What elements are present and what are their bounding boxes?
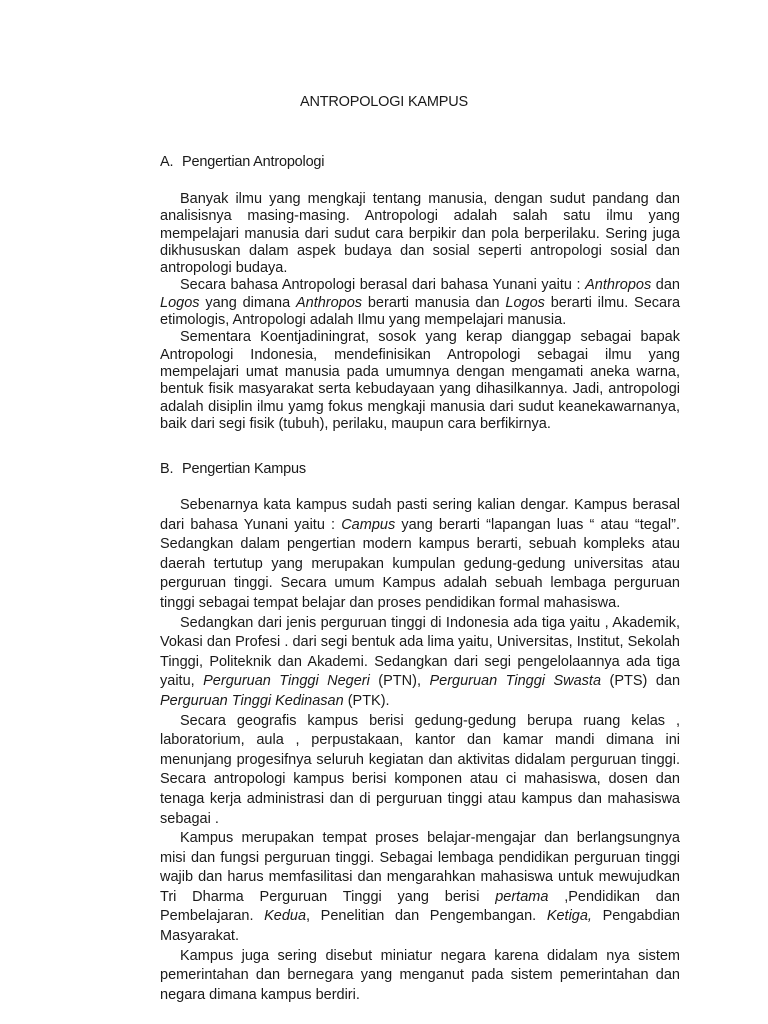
section-b-letter: B.	[160, 461, 174, 477]
italic-text-run: Perguruan Tinggi Kedinasan	[160, 692, 344, 709]
text-run: yang dimana	[199, 294, 296, 311]
italic-text-run: Campus	[341, 516, 396, 533]
paragraph	[160, 947, 680, 1006]
text-run: Banyak ilmu yang mengkaji tentang manusia, dengan sudut pandang dan analisisnya masing-masing. Antropologi adalah salah satu ilmu yang mempelajari manusia dari sudut cara berpikir dan pola berperilaku. Sering juga dikhususkan dalam aspek budaya dan sosial seperti antropologi sosial dan antropologi budaya.	[160, 191, 680, 277]
italic-text-run: Anthropos	[585, 277, 652, 294]
text-run: (PTK).	[343, 692, 390, 709]
italic-text-run: pertama	[495, 888, 549, 905]
paragraph	[160, 712, 680, 830]
text-run: (PTN),	[369, 673, 430, 690]
paragraph	[160, 829, 680, 947]
text-run: berarti manusia dan	[362, 294, 506, 311]
text-run: yang berarti “lapangan luas “ atau “tegal”. Sedangkan dalam pengertian modern kampus berarti, sebuah kompleks atau daerah tertutup yang merupakan kumpulan gedung-gedung universitas atau perguruan tinggi. Secara umum Kampus adalah sebuah lembaga perguruan tinggi sebagai tempat belajar dan proses pendidikan formal mahasiswa.	[160, 516, 680, 611]
paragraph	[160, 496, 680, 614]
italic-text-run: Logos	[505, 294, 545, 311]
text-run: ,Pendidikan dan Pembelajaran.	[160, 888, 680, 925]
paragraph	[160, 329, 680, 433]
italic-text-run: Ketiga,	[546, 908, 592, 925]
text-run: Sementara Koentjadiningrat, sosok yang kerap dianggap sebagai bapak Antropologi Indonesia, mendefinisikan Antropologi sebagai ilmu yang mempelajari umat manusia pada umumnya dengan mengamati aneka warna, bentuk fisik masyarakat serta kebudayaan yang dihasilkannya. Jadi, antropologi adalah disiplin ilmu yamg fokus mengkaji manusia dari sudut keanekawarnanya, baik dari segi fisik (tubuh), perilaku, maupun cara berfikirnya.	[160, 329, 680, 432]
text-run: dan	[651, 277, 680, 294]
section-a-heading	[160, 154, 324, 170]
section-a-body	[160, 191, 680, 433]
section-a-letter: A.	[160, 154, 174, 170]
italic-text-run: Anthropos	[295, 294, 363, 311]
text-run: , Penelitian dan Pengembangan.	[306, 908, 547, 925]
text-run: Pengabdian Masyarakat.	[160, 908, 680, 945]
text-run: Secara geografis kampus berisi gedung-gedung berupa ruang kelas , laboratorium, aula , perpustakaan, kantor dan kamar mandi dimana ini menunjang progesifnya seluruh kegiatan dan aktivitas didalam perguruan tinggi. Secara antropologi kampus berisi komponen atau ci mahasiswa, dosen dan tenaga kerja administrasi dan di perguruan tinggi atau kampus dan mahasiswa sebagai .	[160, 712, 680, 827]
italic-text-run: Logos	[160, 294, 200, 311]
section-b-heading	[160, 461, 306, 477]
section-b-body	[160, 496, 680, 1005]
italic-text-run: Kedua	[264, 908, 307, 925]
section-a-title: Pengertian Antropologi	[182, 154, 325, 170]
document-title: ANTROPOLOGI KAMPUS	[299, 94, 468, 110]
text-run: Kampus juga sering disebut miniatur negara karena didalam nya sistem pemerintahan dan bernegara yang menganut pada sistem pemerintahan dan negara dimana kampus berdiri.	[160, 947, 680, 1003]
text-run: Sebenarnya kata kampus sudah pasti sering kalian dengar. Kampus berasal dari bahasa Yunani yaitu :	[160, 497, 680, 533]
italic-text-run: Perguruan Tinggi Negeri	[203, 673, 370, 690]
paragraph	[160, 191, 680, 277]
italic-text-run: Perguruan Tinggi Swasta	[429, 673, 602, 690]
text-run: Kampus merupakan tempat proses belajar-mengajar dan berlangsungnya misi dan fungsi perguruan tinggi. Sebagai lembaga pendidikan perguruan tinggi wajib dan harus memfasilitasi dan mengarahkan mahasiswa untuk mewujudkan Tri Dharma Perguruan Tinggi yang berisi	[160, 830, 680, 905]
paragraph	[160, 614, 680, 712]
text-run: (PTS) dan	[601, 673, 681, 690]
section-b-title: Pengertian Kampus	[182, 461, 306, 477]
text-run: Sedangkan dari jenis perguruan tinggi di Indonesia ada tiga yaitu , Akademik, Vokasi dan Profesi . dari segi bentuk ada lima yaitu, Universitas, Institut, Sekolah Tinggi, Politeknik dan Akademi. Sedangkan dari segi pengelolaannya ada tiga yaitu,	[160, 614, 680, 690]
text-run: Secara bahasa Antropologi berasal dari bahasa Yunani yaitu :	[180, 277, 586, 294]
text-run: berarti ilmu. Secara etimologis, Antropologi adalah Ilmu yang mempelajari manusia.	[160, 294, 681, 329]
paragraph	[160, 277, 680, 329]
